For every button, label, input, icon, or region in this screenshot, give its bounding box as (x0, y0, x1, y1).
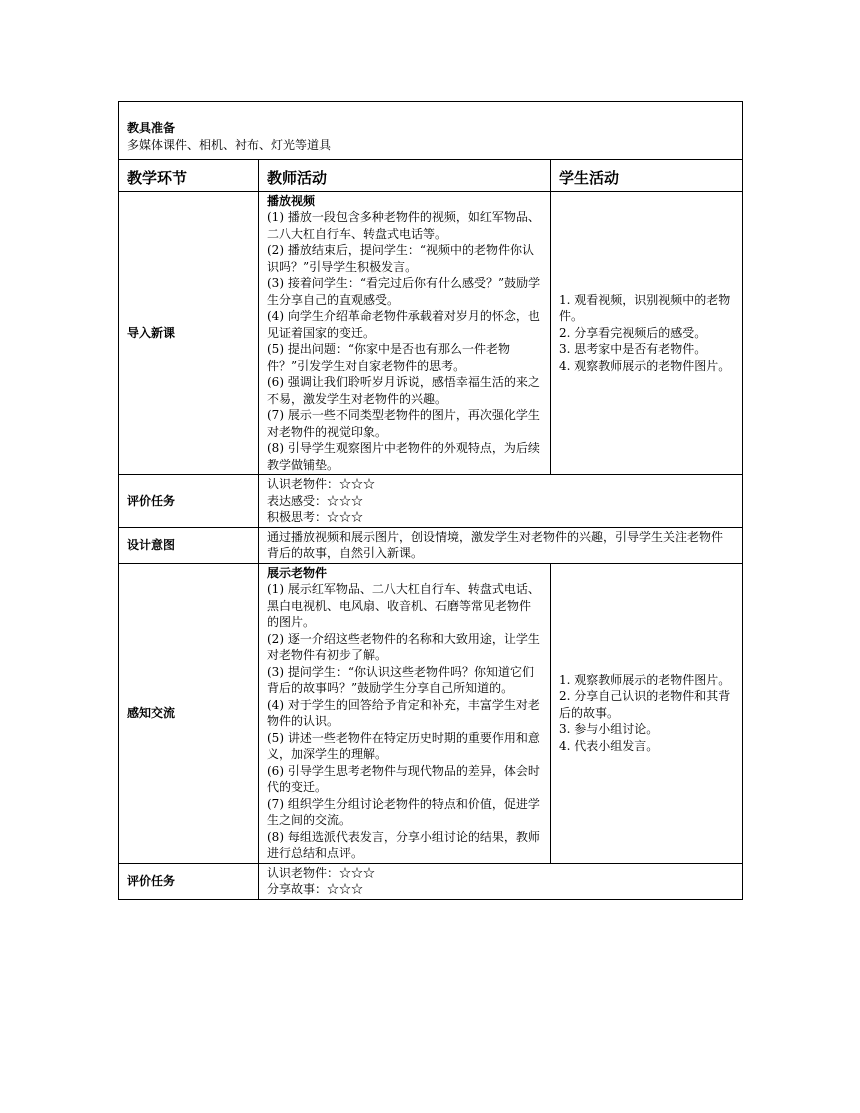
eval-label-1: 评价任务 (119, 475, 259, 528)
student-item: 3. 思考家中是否有老物件。 (559, 342, 707, 356)
design-row (119, 527, 743, 563)
student-item: 2. 分享看完视频后的感受。 (559, 325, 707, 340)
student-item: 1. 观察教师展示的老物件图片。 (559, 672, 731, 687)
design-label: 设计意图 (119, 527, 259, 563)
teacher-item: (4) 向学生介绍革命老物件承载着对岁月的怀念，也见证着国家的变迁。 (267, 309, 540, 340)
teacher-item: (7) 展示一些不同类型老物件的图片，再次强化学生对老物件的视觉印象。 (267, 408, 540, 439)
prep-title: 教具准备 (127, 121, 176, 135)
header-stage: 教学环节 (119, 160, 259, 192)
teacher-item: (2) 逐一介绍这些老物件的名称和大致用途，让学生对老物件有初步了解。 (267, 631, 540, 662)
teacher-title-exchange: 展示老物件 (267, 565, 328, 580)
eval-label-2: 评价任务 (119, 863, 259, 899)
header-teacher: 教师活动 (259, 160, 551, 192)
eval-row-2 (119, 863, 743, 899)
prep-content: 多媒体课件、相机、衬布、灯光等道具 (127, 137, 332, 152)
eval-item: 分享故事：☆☆☆ (267, 882, 364, 896)
eval-item: 认识老物件：☆☆☆ (267, 477, 376, 491)
teacher-item: (3) 接着问学生：“看完过后你有什么感受？”鼓励学生分享自己的直观感受。 (267, 276, 541, 307)
eval-item: 认识老物件：☆☆☆ (267, 865, 376, 880)
teacher-item: (5) 讲述一些老物件在特定历史时期的重要作用和意义，加深学生的理解。 (267, 730, 540, 761)
teacher-item: (4) 对于学生的回答给予肯定和补充，丰富学生对老物件的认识。 (267, 697, 540, 728)
student-activity-exchange (551, 563, 743, 863)
section-intro-row (119, 191, 743, 475)
teacher-item: (7) 组织学生分组讨论老物件的特点和价值，促进学生之间的交流。 (267, 796, 540, 827)
stage-exchange: 感知交流 (119, 563, 259, 863)
eval-content-2 (259, 863, 743, 899)
student-item: 4. 代表小组发言。 (559, 738, 659, 753)
lesson-plan-document (118, 101, 742, 900)
student-item: 4. 观察教师展示的老物件图片。 (559, 358, 731, 373)
header-row (119, 160, 743, 192)
teacher-item: (5) 提出问题：“你家中是否也有那么一件老物件？”引发学生对自家老物件的思考。 (267, 342, 510, 373)
teacher-item: (6) 强调让我们聆听岁月诉说，感悟幸福生活的来之不易，激发学生对老物件的兴趣。 (267, 375, 540, 406)
teacher-item: (1) 展示红军物品、二八大杠自行车、转盘式电话、黑白电视机、电风扇、收音机、石磨等常见老物件的图片。 (267, 582, 540, 629)
student-item: 3. 参与小组讨论。 (559, 722, 659, 737)
eval-item: 表达感受：☆☆☆ (267, 493, 364, 508)
student-item: 2. 分享自己认识的老物件和其背后的故事。 (559, 689, 731, 720)
prep-cell (119, 102, 743, 160)
teacher-item: (2) 播放结束后，提问学生：“视频中的老物件你认识吗？”引导学生积极发言。 (267, 243, 534, 274)
eval-row-1 (119, 475, 743, 528)
section-exchange-row (119, 563, 743, 863)
prep-row (119, 102, 743, 160)
teacher-item: (3) 提问学生：“你认识这些老物件吗？你知道它们背后的故事吗？”鼓励学生分享自己所知道的。 (267, 664, 534, 695)
lesson-plan-table (118, 101, 743, 900)
teacher-item: (1) 播放一段包含多种老物件的视频，如红军物品、二八大杠自行车、转盘式电话等。 (267, 210, 540, 241)
student-item: 1. 观看视频，识别视频中的老物件。 (559, 292, 731, 323)
teacher-activity-intro (259, 191, 551, 475)
student-activity-intro (551, 191, 743, 475)
teacher-item: (8) 引导学生观察图片中老物件的外观特点，为后续教学做铺垫。 (267, 441, 540, 472)
teacher-item: (6) 引导学生思考老物件与现代物品的差异，体会时代的变迁。 (267, 763, 540, 794)
eval-content-1 (259, 475, 743, 528)
teacher-title-intro: 播放视频 (267, 193, 316, 208)
header-student: 学生活动 (551, 160, 743, 192)
stage-intro: 导入新课 (119, 191, 259, 475)
teacher-item: (8) 每组选派代表发言，分享小组讨论的结果，教师进行总结和点评。 (267, 829, 540, 860)
teacher-activity-exchange (259, 563, 551, 863)
eval-item: 积极思考：☆☆☆ (267, 510, 364, 524)
design-content: 通过播放视频和展示图片，创设情境，激发学生对老物件的兴趣，引导学生关注老物件背后的故事，自然引入新课。 (259, 527, 743, 563)
